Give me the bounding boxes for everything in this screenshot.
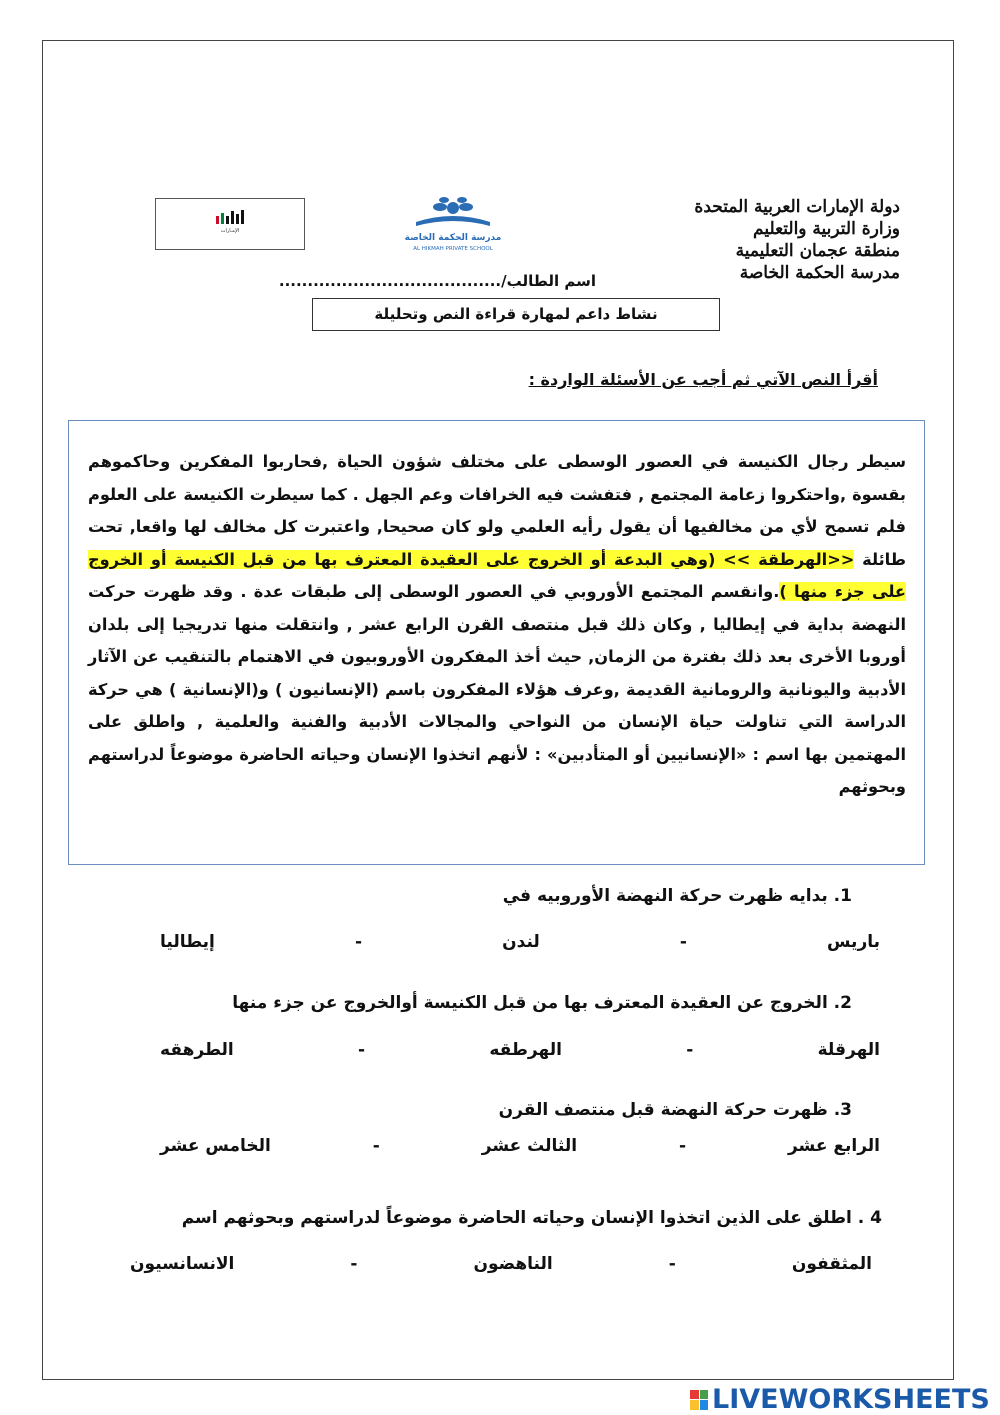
option-1-a[interactable]: باريس — [827, 932, 880, 952]
liveworksheets-icon — [690, 1390, 708, 1410]
option-separator: - — [354, 932, 363, 952]
option-separator: - — [350, 1254, 358, 1274]
option-3-b[interactable]: الثالث عشر — [481, 1136, 578, 1156]
option-1-b[interactable]: لندن — [502, 932, 540, 952]
header-line-region: منطقة عجمان التعليمية — [735, 241, 900, 261]
option-2-b[interactable]: الهرطقه — [489, 1040, 562, 1060]
question-2: 2. الخروج عن العقيدة المعترف بها من قبل الكنيسة أوالخروج عن جزء منها — [232, 993, 852, 1013]
instruction-text: أقرأ النص الآتي ثم أجب عن الأسئلة الواردة : — [528, 370, 878, 389]
passage-part-2: .وانقسم المجتمع الأوروبي في العصور الوسطى إلى طبقات عدة . وقد ظهرت حركت النهضة بداية في إيطاليا , وكان ذلك قبل منتصف القرن الرابع عشر , وانتقلت منها تدريجيا إلى بلدان أوروبا الأخرى بعد ذلك بفترة من الزمان, حيث أخذ المفكرون الأوروبيون في الاهتمام بالتنقيب عن الآثار الأدبية واليونانية والرومانية القديمة ,وعرف هؤلاء المفكرون باسم (الإنسانيون ) و(الإنسانية ) هي حركة الدراسة التي تناولت حياة الإنسان من النواحي والمجالات الأدبية والفنية والعلمية , واطلق على المهتمين بها اسم : «الإنسانيين أو المتأدبين» : لأنهم اتخذوا الإنسان وحياته الحاضرة موضوعاً لدراستهم وبحوثهم — [88, 582, 906, 796]
question-4-options — [130, 1254, 872, 1274]
svg-text:الإمـارات: الإمـارات — [220, 228, 240, 234]
option-4-c[interactable]: الانسانسيون — [130, 1254, 235, 1274]
option-separator: - — [358, 1040, 366, 1060]
question-1: 1. بدايه ظهرت حركة النهضة الأوروبيه في — [502, 886, 852, 906]
option-2-a[interactable]: الهرقلة — [817, 1040, 880, 1060]
option-3-c[interactable]: الخامس عشر — [160, 1136, 271, 1156]
option-separator: - — [372, 1136, 380, 1156]
reading-passage — [88, 446, 906, 804]
ministry-logo — [155, 198, 305, 250]
question-3: 3. ظهرت حركة النهضة قبل منتصف القرن — [498, 1100, 852, 1120]
activity-title: نشاط داعم لمهارة قراءة النص وتحليلة — [312, 298, 720, 331]
brand-name: LIVEWORKSHEETS — [712, 1384, 990, 1415]
question-3-options — [160, 1136, 880, 1156]
school-header — [580, 196, 900, 284]
option-separator: - — [679, 932, 687, 952]
header-line-school: مدرسة الحكمة الخاصة — [739, 263, 900, 283]
header-line-country: دولة الإمارات العربية المتحدة — [694, 197, 900, 217]
option-3-a[interactable]: الرابع عشر — [787, 1136, 880, 1156]
student-name-field[interactable]: اسم الطالب/....................................... — [278, 272, 596, 290]
option-4-a[interactable]: المثقفون — [791, 1254, 872, 1274]
option-4-b[interactable]: الناهضون — [473, 1254, 553, 1274]
option-separator: - — [668, 1254, 676, 1274]
svg-text:AL HIKMAH PRIVATE SCHOOL: AL HIKMAH PRIVATE SCHOOL — [413, 246, 493, 252]
liveworksheets-logo — [690, 1384, 990, 1415]
option-separator: - — [679, 1136, 687, 1156]
option-2-c[interactable]: الطرهقه — [160, 1040, 234, 1060]
school-logo — [398, 196, 508, 254]
question-2-options — [160, 1040, 880, 1060]
question-1-options — [160, 932, 880, 952]
question-4: 4 . اطلق على الذين اتخذوا الإنسان وحياته الحاضرة موضوعاً لدراستهم وبحوثهم اسم — [181, 1208, 882, 1228]
option-1-c[interactable]: إيطاليا — [160, 932, 215, 952]
option-separator: - — [686, 1040, 694, 1060]
header-line-ministry: وزارة التربية والتعليم — [753, 219, 900, 239]
passage-highlight: <<الهرطقة >> (وهي البدعة أو الخروج على العقيدة المعترف بها من قبل الكنيسة أو الخروج على جزء منها ) — [88, 549, 906, 601]
svg-text:مدرسة الحكمة الخاصة: مدرسة الحكمة الخاصة — [404, 233, 502, 243]
passage-part-1: سيطر رجال الكنيسة في العصور الوسطى على مختلف شؤون الحياة ,فحاربوا المفكرين وحاكموهم بقسوة ,واحتكروا زعامة المجتمع , فتفشت فيه الخرافات وعم الجهل . كما سيطرت الكنيسة على العلوم فلم تسمح لأي من مخالفيها أن يقول رأيه العلمي ولو كان صحيحا, واعتبرت كل مخالف لها واقعا, تحت طائلة — [88, 452, 906, 569]
